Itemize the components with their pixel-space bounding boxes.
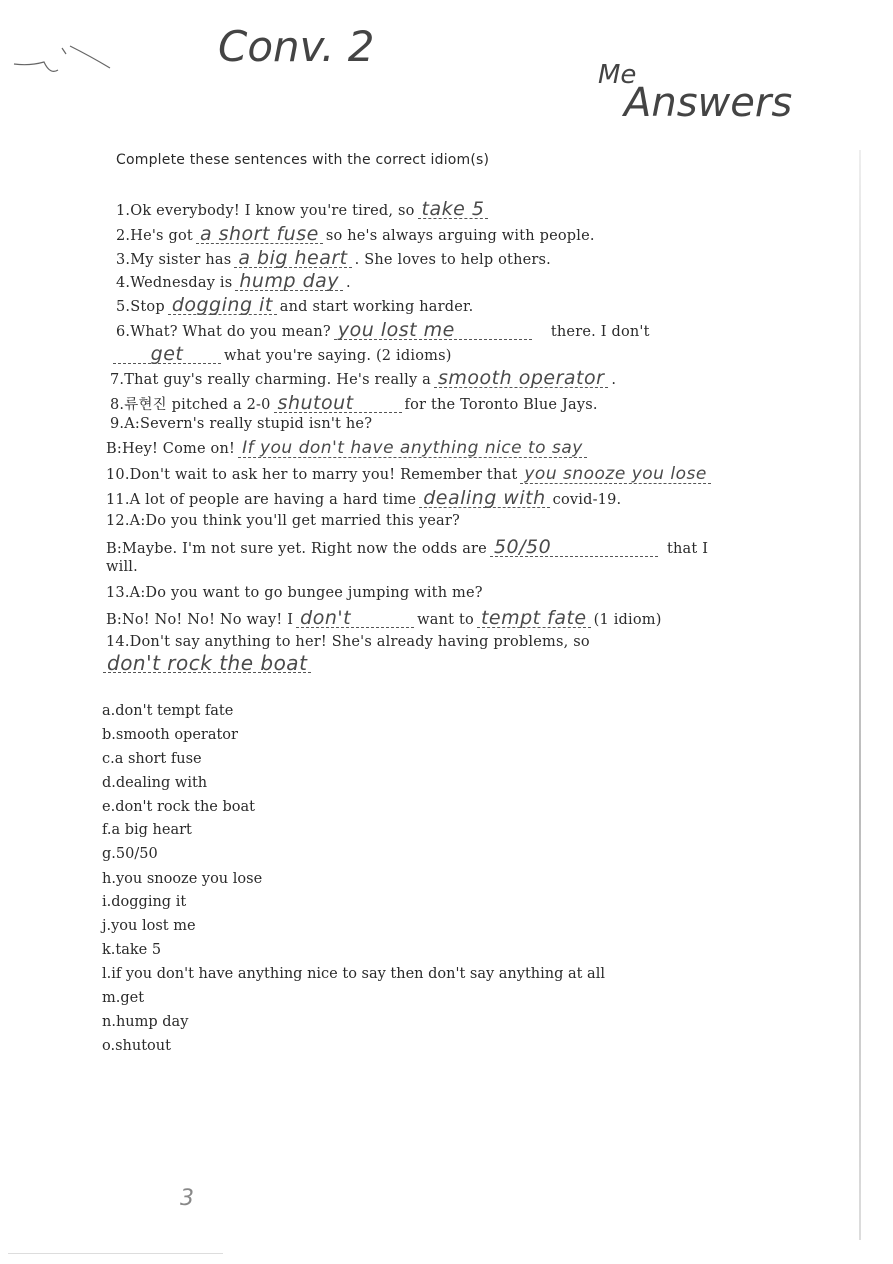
option-c: c.a short fuse [102,751,202,767]
question-7: 7.That guy's really charming. He's really a smooth operator . [110,367,617,389]
question-3: 3.My sister has a big heart . She loves to help others. [116,247,551,269]
question-6: 6.What? What do you mean? you lost me there. I don't [116,319,650,341]
answers-label: Answers [624,80,793,126]
option-j: j.you lost me [102,918,196,934]
question-9: 9.A:Severn's really stupid isn't he? [110,416,373,432]
question-12-b: B:Maybe. I'm not sure yet. Right now the odds are 50/50 that I [106,536,709,558]
question-8: 8.류현진 pitched a 2-0 shutout for the Toronto Blue Jays. [110,392,598,414]
question-13: 13.A:Do you want to go bungee jumping with me? [106,585,483,601]
answer-13b: tempt fate [477,609,591,628]
answer-11: dealing with [419,489,549,508]
option-m: m.get [102,990,145,1006]
answer-9: If you don't have anything nice to say [238,439,587,458]
answer-7: smooth operator [434,369,608,388]
worksheet-title: Conv. 2 [218,22,375,71]
question-5: 5.Stop dogging it and start working harder. [116,294,474,316]
question-12: 12.A:Do you think you'll get married this year? [106,513,460,529]
pen-scribble [10,40,120,85]
option-d: d.dealing with [102,775,208,791]
option-i: i.dogging it [102,894,187,910]
question-11: 11.A lot of people are having a hard time dealing with covid-19. [106,487,622,509]
question-2: 2.He's got a short fuse so he's always arguing with people. [116,223,595,245]
question-9-b: B:Hey! Come on! If you don't have anything nice to say [106,439,590,458]
option-f: f.a big heart [102,822,192,838]
answer-12: 50/50 [490,538,658,557]
question-14: 14.Don't say anything to her! She's already having problems, so [106,634,590,650]
question-1: 1.Ok everybody! I know you're tired, so take 5 [116,200,491,219]
option-l: l.if you don't have anything nice to say then don't say anything at all [102,966,605,982]
answer-5: dogging it [168,296,277,315]
answer-6b: get [113,345,221,364]
question-12-c: will. [106,559,138,575]
question-14-b [100,651,314,675]
page-number: 3 [180,1186,194,1211]
option-a: a.don't tempt fate [102,703,234,719]
option-b: b.smooth operator [102,727,238,743]
answer-2: a short fuse [196,225,323,244]
author-note: Me [598,60,637,90]
question-13-b: B:No! No! No! No way! I don't want to tempt fate (1 idiom) [106,607,662,629]
answer-8: shutout [274,394,402,413]
answer-3: a big heart [234,249,351,268]
answer-4: hump day [235,272,343,291]
page-edge-shadow [859,150,861,1240]
option-o: o.shutout [102,1038,171,1054]
question-6-cont: get what you're saying. (2 idioms) [110,345,452,364]
answer-10: you snooze you lose [520,465,710,484]
answer-13a: don't [296,609,414,628]
option-e: e.don't rock the boat [102,799,255,815]
question-10: 10.Don't wait to ask her to marry you! Remember that you snooze you lose [106,465,714,484]
page-bottom-line [8,1253,223,1254]
instructions: Complete these sentences with the correct idiom(s) [116,152,490,168]
option-g: g.50/50 [102,846,158,862]
answer-1: take 5 [418,200,489,219]
option-h: h.you snooze you lose [102,871,263,887]
option-n: n.hump day [102,1014,189,1030]
answer-14: don't rock the boat [103,654,311,673]
question-4: 4.Wednesday is hump day . [116,270,351,292]
answer-6a: you lost me [334,321,532,340]
option-k: k.take 5 [102,942,162,958]
